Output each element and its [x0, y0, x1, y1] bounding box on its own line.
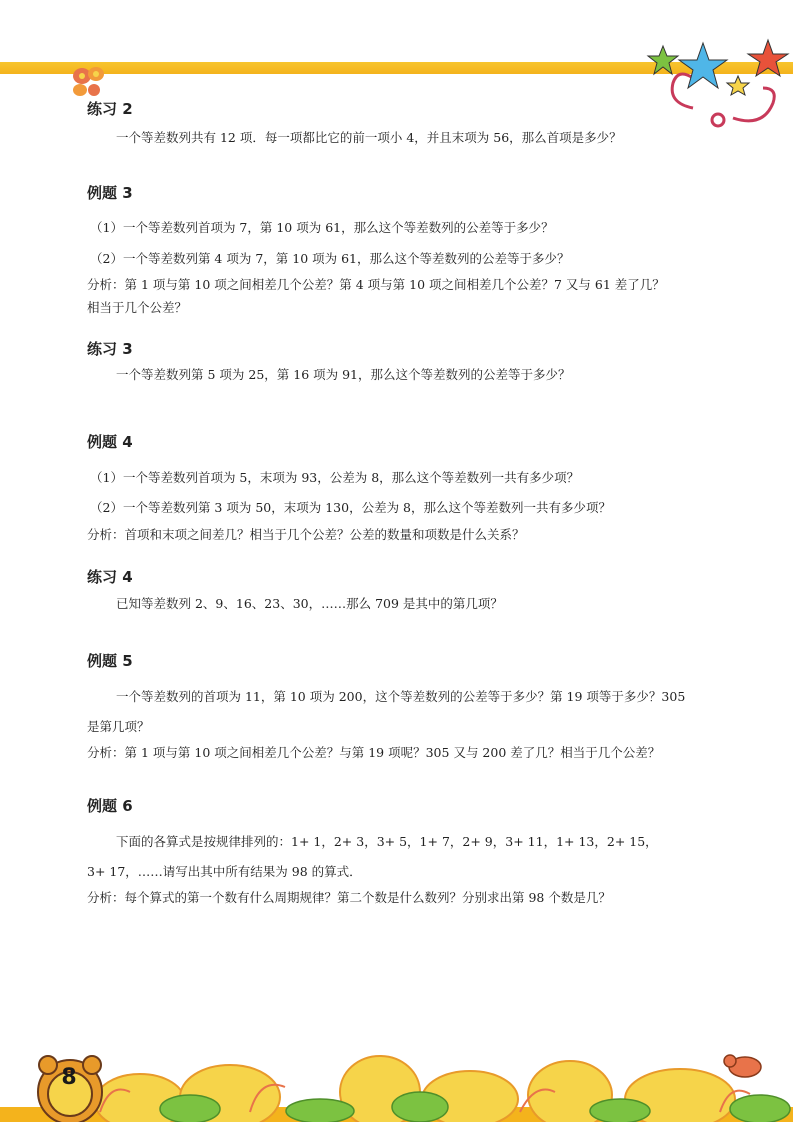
- problem-item: （1）一个等差数列首项为 5，末项为 93，公差为 8，那么这个等差数列一共有多少项？: [90, 470, 580, 485]
- analysis-text: 相当于几个公差？: [87, 300, 188, 315]
- problem-item: （1）一个等差数列首项为 7，第 10 项为 61，那么这个等差数列的公差等于多少？: [90, 220, 554, 235]
- problem-text: 已知等差数列 2、9、16、23、30，……那么 709 是其中的第几项？: [116, 596, 503, 611]
- stars-decoration-icon: [643, 38, 793, 133]
- problem-text-continued: 是第几项？: [87, 719, 150, 734]
- page-number: 8: [61, 1065, 77, 1090]
- footer-decoration: [0, 1017, 793, 1122]
- problem-text: 一个等差数列共有 12 项．每一项都比它的前一项小 4，并且末项为 56，那么首项是多少？: [116, 130, 622, 145]
- analysis-text: 分析：首项和末项之间差几？相当于几个公差？公差的数量和项数是什么关系？: [87, 527, 525, 542]
- section-heading: 练习 2: [87, 100, 133, 118]
- problem-item: （2）一个等差数列第 3 项为 50，末项为 130，公差为 8，那么这个等差数列一共有多少项？: [90, 500, 611, 515]
- analysis-text: 分析：每个算式的第一个数有什么周期规律？第二个数是什么数列？分别求出第 98 个数是几？: [87, 890, 611, 905]
- analysis-text: 分析：第 1 项与第 10 项之间相差几个公差？与第 19 项呢？305 又与 200 差了几？相当于几个公差？: [87, 745, 661, 760]
- section-heading: 练习 3: [87, 340, 133, 358]
- problem-text: 下面的各算式是按规律排列的：1+ 1，2+ 3，3+ 5，1+ 7，2+ 9，3+ 11，1+ 13，2+ 15，: [116, 834, 658, 849]
- problem-item: （2）一个等差数列第 4 项为 7，第 10 项为 61，那么这个等差数列的公差等于多少？: [90, 251, 570, 266]
- analysis-text: 分析：第 1 项与第 10 项之间相差几个公差？第 4 项与第 10 项之间相差几个公差？7 又与 61 差了几？: [87, 277, 665, 292]
- section-heading: 练习 4: [87, 568, 133, 586]
- section-heading: 例题 4: [87, 433, 133, 451]
- section-heading: 例题 6: [87, 797, 133, 815]
- section-heading: 例题 5: [87, 652, 133, 670]
- section-heading: 例题 3: [87, 184, 133, 202]
- problem-text: 一个等差数列的首项为 11，第 10 项为 200，这个等差数列的公差等于多少？第 19 项等于多少？305: [116, 689, 686, 704]
- problem-text-continued: 3+ 17，……请写出其中所有结果为 98 的算式．: [87, 864, 362, 879]
- problem-text: 一个等差数列第 5 项为 25，第 16 项为 91，那么这个等差数列的公差等于多少？: [116, 367, 571, 382]
